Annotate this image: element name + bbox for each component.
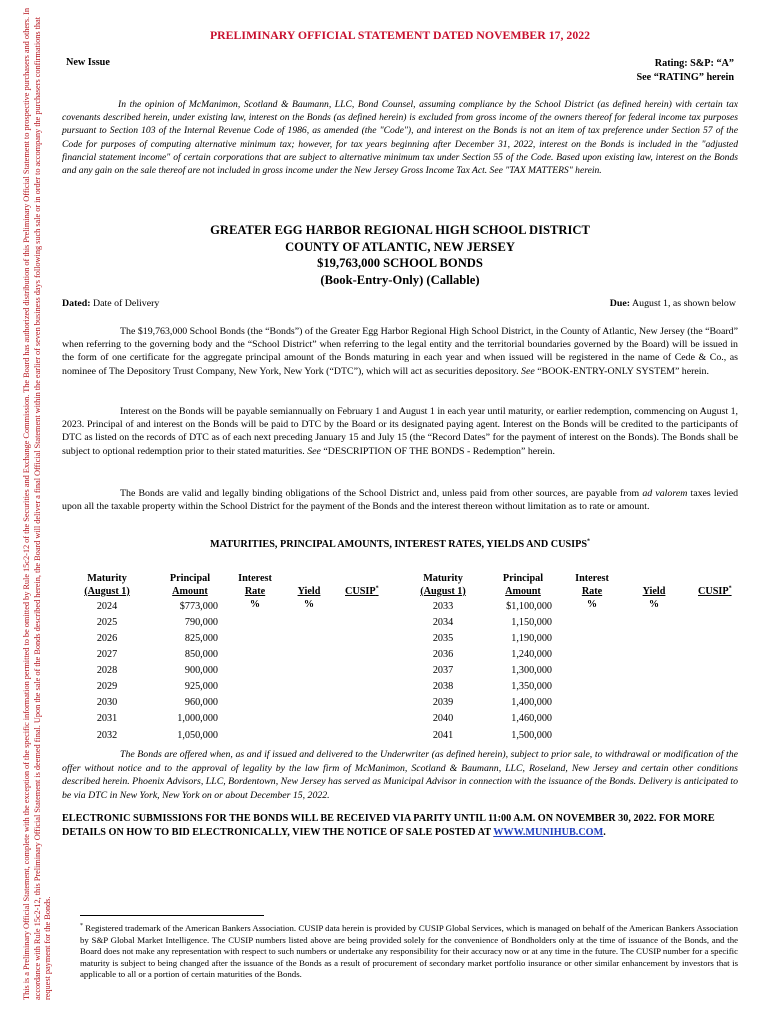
- principal-amount: 960,000: [184, 697, 218, 709]
- maturity-year: 2041: [432, 729, 454, 741]
- maturity-header: Maturity (August 1): [420, 573, 466, 597]
- principal-amounts: [162, 599, 218, 744]
- principal-amount: 900,000: [184, 665, 218, 677]
- principal-header: Principal Amount: [169, 573, 211, 597]
- county-name: COUNTY OF ATLANTIC, NEW JERSEY: [285, 239, 515, 254]
- maturity-year: 2029: [96, 681, 118, 693]
- maturity-year: 2031: [96, 713, 118, 725]
- principal-amount: 1,240,000: [511, 649, 552, 661]
- yield-header: Yield %: [297, 586, 321, 610]
- footnote-divider: [80, 915, 264, 916]
- maturity-year: 2027: [96, 649, 118, 661]
- maturity-year: 2039: [432, 697, 454, 709]
- principal-amount: 1,500,000: [511, 729, 552, 741]
- maturity-year: 2034: [432, 616, 454, 628]
- principal-amount: 1,300,000: [511, 665, 552, 677]
- principal-amount: 850,000: [184, 649, 218, 661]
- rating-block: [636, 57, 734, 85]
- cusip-header-right: CUSIP*: [698, 585, 732, 597]
- maturity-year: 2024: [96, 600, 118, 612]
- dated-label: Dated:: [62, 298, 91, 309]
- yield-column-right: [635, 586, 673, 612]
- maturity-year: 2030: [96, 697, 118, 709]
- maturity-year: 2025: [96, 616, 118, 628]
- bond-counsel-opinion: In the opinion of McManimon, Scotland & Baumann, LLC, Bond Counsel, assuming compliance by the School District (as defined herein) with certain tax covenants described herein, under existing law, interest on the Bonds (as defined herein) is excluded from gross income of the owners thereof for federal income tax purposes pursuant to Section 103 of the Internal Revenue Code of 1986, as amended (the "Code"), and interest on the Bonds is not an item of tax preference under Section 57 of the Code for purposes of computing alternative minimum tax; however, for tax years beginning after December 31, 2022, interest on the Bonds is included in the "adjusted financial statement income" of certain corporations that are subject to alternative minimum tax under Section 55 of the Code. Based upon existing law, interest on the Bonds and any gain on the sale thereof are not included in gross income under the New Jersey Gross Income Tax Act. See "TAX MATTERS" herein.: [62, 99, 738, 177]
- maturity-year: 2035: [432, 633, 454, 644]
- maturity-year: 2032: [96, 729, 118, 741]
- maturity-year: 2040: [432, 713, 454, 725]
- maturity-column-left: [76, 573, 138, 744]
- maturity-year: 2033: [432, 600, 454, 612]
- maturity-column-right: [412, 573, 474, 744]
- principal-header: Principal Amount: [502, 573, 544, 597]
- interest-paragraph: Interest on the Bonds will be payable semiannually on February 1 and August 1 in each year until maturity, or earlier redemption, commencing on August 1, 2023. Principal of and interest on the Bonds will be paid to DTC by the Board or its designated paying agent. Interest on the Bonds will be credited to the participants of DTC as listed on the records of DTC as of each next preceding January 15 and July 15 (the “Record Dates” for the payment of interest on the Bonds). The Bonds shall be subject to optional redemption prior to their stated maturities. See “DESCRIPTION OF THE BONDS - Redemption” herein.: [62, 406, 738, 457]
- security-paragraph: The Bonds are valid and legally binding obligations of the School District and, unless paid from other sources, are payable from ad valorem taxes levied upon all the taxable property within the School District for the payment of the Bonds and the interest thereon without limitation as to rate or amount.: [62, 488, 739, 513]
- maturity-year: 2036: [432, 649, 454, 661]
- interest-column-left: [230, 573, 280, 612]
- due-line: [610, 298, 736, 309]
- principal-amounts: [494, 599, 552, 744]
- munihub-link[interactable]: WWW.MUNIHUB.COM: [493, 827, 604, 839]
- maturity-year: 2026: [96, 633, 118, 644]
- yield-header: Yield %: [642, 586, 666, 610]
- maturity-year: 2038: [432, 681, 454, 693]
- cusip-footnote: * Registered trademark of the American Bankers Association. CUSIP data herein is provided by CUSIP Global Services, which is managed on behalf of the American Bankers Association by S&P Global Market Intelligence. The CUSIP numbers listed above are being provided solely for the convenience of Bondholders only at the time of issuance of the Bonds, and the Board does not make any representation with respect to such numbers or undertake any responsibility for their accuracy now or at any time in the future. The CUSIP number for a specific maturity is subject to being changed after the issuance of the Bonds as a result of procurement of secondary market portfolio insurance or other similar enhancement by investors that is applicable to all or a portion of certain maturities of the Bonds.: [80, 923, 738, 980]
- principal-column-right: [494, 573, 552, 744]
- maturity-years: [76, 599, 138, 744]
- dated-value: Date of Delivery: [93, 298, 160, 309]
- preliminary-title: PRELIMINARY OFFICIAL STATEMENT DATED NOVEMBER 17, 2022: [209, 28, 591, 42]
- interest-header: Interest Rate %: [238, 573, 272, 610]
- principal-amount: 1,350,000: [511, 681, 552, 693]
- principal-column-left: [162, 573, 218, 744]
- principal-amount: 825,000: [184, 633, 218, 644]
- margin-disclaimer: This is a Preliminary Official Statement, complete with the exception of the specific information permitted to be omitted by Rule 15c2-12 of the Securities and Exchange Commission. The Board has authorized distribution of this Preliminary Official Statement to prospective purchasers and others. In accordance with Rule 15c2-12, this Preliminary Official Statement is deemed final. Upon the sale of the Bonds described herein, the Board will deliver a final Official Statement within the earlier of seven business days following such sale or in order to accompany the purchasers confirmations that request payment for the Bonds.: [22, 8, 53, 1000]
- principal-amount: 1,400,000: [511, 697, 552, 709]
- maturities-title: MATURITIES, PRINCIPAL AMOUNTS, INTEREST RATES, YIELDS AND CUSIPS*: [209, 538, 591, 550]
- interest-header: Interest Rate %: [575, 573, 609, 610]
- issuer-heading: [62, 222, 738, 288]
- cusip-header-left: CUSIP*: [345, 585, 379, 597]
- principal-amount: 925,000: [184, 681, 218, 693]
- rating-line: Rating: S&P: “A”: [654, 58, 734, 69]
- principal-amount: 1,190,000: [511, 633, 552, 644]
- bonds-description-paragraph: The $19,763,000 School Bonds (the “Bonds”) of the Greater Egg Harbor Regional High School District, in the County of Atlantic, New Jersey (the “Board” when referring to the governing body and the “School District” when referring to the legal entity and the territorial boundaries governed by the Board) will be issued in the form of one certificate for the aggregate principal amount of the Bonds maturing in each year and when issued will be registered in the name of Cede & Co., as nominee of The Depository Trust Company, New York, New York (“DTC”), which will act as securities depository. See “BOOK-ENTRY-ONLY SYSTEM” herein.: [62, 326, 738, 377]
- principal-amount: $773,000: [179, 600, 218, 612]
- principal-amount: 1,000,000: [177, 713, 218, 725]
- principal-amount: 790,000: [184, 616, 218, 628]
- electronic-bidding-notice: ELECTRONIC SUBMISSIONS FOR THE BONDS WILL BE RECEIVED VIA PARITY UNTIL 11:00 A.M. ON NOVEMBER 30, 2022. FOR MORE DETAILS ON HOW TO BID ELECTRONICALLY, VIEW THE NOTICE OF SALE POSTED AT WWW.MUNIHUB.COM.: [62, 813, 715, 839]
- principal-amount: 1,150,000: [511, 616, 552, 628]
- maturity-year: 2028: [96, 665, 118, 677]
- dated-line: [62, 298, 159, 309]
- new-issue-label: New Issue: [66, 57, 110, 68]
- principal-amount: $1,100,000: [506, 600, 552, 612]
- interest-column-right: [567, 573, 617, 612]
- official-statement-page: [62, 0, 738, 1024]
- bond-form: (Book-Entry-Only) (Callable): [320, 272, 480, 287]
- district-name: GREATER EGG HARBOR REGIONAL HIGH SCHOOL DISTRICT: [210, 223, 590, 237]
- offering-paragraph: The Bonds are offered when, as and if issued and delivered to the Underwriter (as defined herein), subject to prior sale, to withdrawal or modification of the offer without notice and to the approval of legality by the law firm of McManimon, Scotland & Baumann, LLC, Roseland, New Jersey and certain other conditions described herein. Phoenix Advisors, LLC, Bordentown, New Jersey has served as Municipal Advisor in connection with the issuance of the Bonds. Delivery is anticipated to be via DTC in New York, New York on or about December 15, 2022.: [62, 749, 738, 801]
- principal-amount: 1,050,000: [177, 729, 218, 741]
- maturity-year: 2037: [432, 665, 454, 677]
- maturity-header: Maturity (August 1): [84, 573, 130, 597]
- yield-column-left: [290, 586, 328, 612]
- due-value: August 1, as shown below: [632, 298, 736, 309]
- rating-reference: See “RATING” herein: [636, 72, 734, 83]
- bond-amount: $19,763,000 SCHOOL BONDS: [317, 256, 483, 270]
- due-label: Due:: [609, 298, 631, 309]
- principal-amount: 1,460,000: [511, 713, 552, 725]
- maturity-years: [412, 599, 474, 744]
